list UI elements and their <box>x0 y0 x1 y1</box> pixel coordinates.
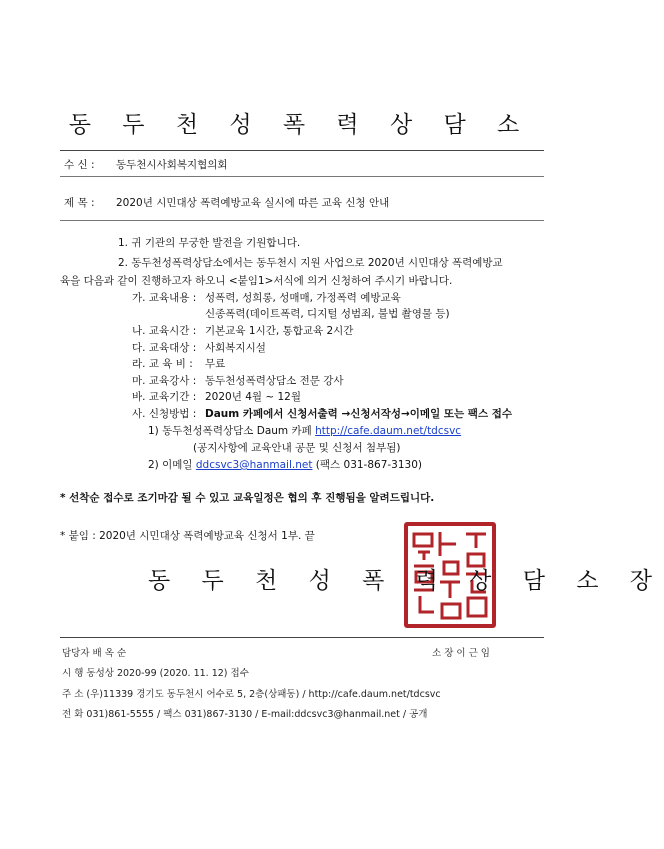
item-time-label: 나. 교육시간 : <box>132 325 197 337</box>
method-sub-1-prefix: 1) 동두천성폭력상담소 Daum 카페 <box>148 425 312 437</box>
cafe-link[interactable]: http://cafe.daum.net/tdcsvc <box>315 425 462 437</box>
item-content-value: 성폭력, 성희롱, 성매매, 가정폭력 예방교육 <box>205 292 401 304</box>
header-divider <box>60 150 544 151</box>
notice-text: * 선착순 접수로 조기마감 될 수 있고 교육일정은 협의 후 진행됨을 알려드립니다. <box>60 492 435 504</box>
recipient-value: 동두천시사회복지협의회 <box>116 159 228 171</box>
footer-doc-number: 시 행 동성상 2020-99 (2020. 11. 12) 접수 <box>62 668 249 679</box>
signature-title: 동 두 천 성 폭 력 상 담 소 장 <box>148 568 664 594</box>
footer-address: 주 소 (우)11339 경기도 동두천시 어수로 5, 2층(상패동) / http://cafe.daum.net/tdcsvc <box>62 689 441 700</box>
recipient-label: 수 신 : <box>64 159 95 171</box>
item-method-label: 사. 신청방법 : <box>132 408 197 420</box>
footer-divider <box>60 637 544 638</box>
subject-value: 2020년 시민대상 폭력예방교육 실시에 따른 교육 신청 안내 <box>116 197 390 209</box>
method-sub-2 <box>148 457 422 473</box>
method-sub-1-note: (공지사항에 교육안내 공문 및 신청서 첨부됨) <box>193 442 401 454</box>
footer-contact: 전 화 031)861-5555 / 팩스 031)867-3130 / E-mail:ddcsvc3@hanmail.net / 공개 <box>62 709 428 720</box>
subject-label: 제 목 : <box>64 197 95 209</box>
item-target-label: 다. 교육대상 : <box>132 342 197 354</box>
item-time-value: 기본교육 1시간, 통합교육 2시간 <box>205 325 354 337</box>
item-period-value: 2020년 4월 ~ 12월 <box>205 391 302 403</box>
item-fee-value: 무료 <box>205 358 226 370</box>
subject-divider <box>60 220 544 221</box>
item-instructor-value: 동두천성폭력상담소 전문 강사 <box>205 375 344 387</box>
paragraph-2-line-2: 육을 다음과 같이 진행하고자 하오니 <붙임1>서식에 의거 신청하여 주시기 바랍니다. <box>60 275 453 287</box>
method-sub-2-suffix: (팩스 031-867-3130) <box>315 459 422 471</box>
paragraph-2-line-1: 2. 동두천성폭력상담소에서는 동두천시 지원 사업으로 2020년 시민대상 폭력예방교 <box>118 257 503 269</box>
item-method-value: Daum 카페에서 신청서출력 →신청서작성→이메일 또는 팩스 접수 <box>205 408 513 420</box>
attachment-text: * 붙임 : 2020년 시민대상 폭력예방교육 신청서 1부. 끝 <box>60 530 315 542</box>
paragraph-1: 1. 귀 기관의 무궁한 발전을 기원합니다. <box>118 237 301 249</box>
email-link[interactable]: ddcsvc3@hanmail.net <box>195 459 313 471</box>
item-target-value: 사회복지시설 <box>205 342 266 354</box>
recipient-divider <box>60 176 544 177</box>
method-sub-2-prefix: 2) 이메일 <box>148 459 193 471</box>
footer-director: 소 장 이 근 임 <box>432 648 490 659</box>
item-period-label: 바. 교육기간 : <box>132 391 197 403</box>
footer-manager: 담당자 배 옥 순 <box>62 648 127 659</box>
item-fee-label: 라. 교 육 비 : <box>132 358 193 370</box>
organization-title: 동 두 천 성 폭 력 상 담 소 <box>68 112 532 138</box>
method-sub-1 <box>148 423 461 439</box>
item-content-label: 가. 교육내용 : <box>132 292 197 304</box>
item-instructor-label: 마. 교육강사 : <box>132 375 197 387</box>
item-content-value-2: 신종폭력(데이트폭력, 디지털 성범죄, 불법 촬영물 등) <box>205 308 450 320</box>
